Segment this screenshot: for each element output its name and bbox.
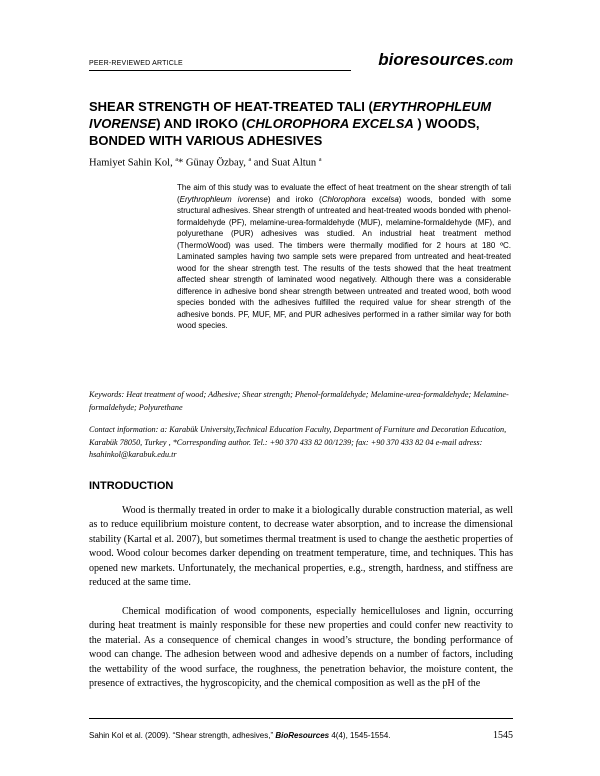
body-paragraph: Wood is thermally treated in order to make it a biologically durable construction material, as well as to reduce equilibrium moisture content, to decrease water absorption, and to increase the dimensional stability (Kartal et al. 2007), but sometimes thermal treatment is used to change the aesthetic properties of wood. Wood colour becomes darker depending on treatment temperature, time, and techniques. This has opened new markets. Unfortunately, the mechanical properties, e.g., strength, hardness, and stiffness are reduced at the same time.	[89, 505, 513, 589]
page-number: 1545	[493, 730, 513, 741]
footer-rule	[89, 718, 513, 719]
abstract-text: ) woods, bonded with some structural adhesives. Shear strength of untreated and heat-treated woods bonded with phenol-formaldehyde (PF), melamine-urea-formaldehyde (MUF), melamine-formaldehyde (MF), and polyurethane (PUR) adhesives was studied. An industrial heat treatment method (ThermoWood) was used. The timbers were thermally modified for 2 hours at 180 ºC. Laminated samples having two sample sets were prepared from untreated and heat-treated wood for the shear strength test. The results of the tests showed that the heat treatment affected shear strength of laminated wood negatively. Although there was a considerable difference in adhesive bond shear strength between untreated and treated wood, both wood species bonded with the adhesives fulfilled the required value for shear strength of the adhesive bonds. PF, MUF, MF, and PUR adhesives performed in a rather similar way for both wood species.	[177, 194, 512, 330]
abstract-text: The aim of this study was to evaluate the effect of heat treatment on the shear strength of tali (	[177, 183, 511, 204]
journal-brand-suffix: .com	[484, 54, 513, 68]
journal-name: BioResources	[275, 731, 330, 740]
affiliation-mark: a	[318, 157, 322, 163]
abstract-text: ) and iroko (	[267, 194, 322, 204]
author-name: * Günay Özbay,	[178, 157, 249, 169]
affiliation-mark: a	[248, 157, 252, 163]
abstract	[177, 182, 511, 332]
article-type-label: PEER-REVIEWED ARTICLE	[89, 60, 183, 67]
citation-text: 4(4), 1545-1554.	[329, 731, 391, 740]
keywords: Keywords: Heat treatment of wood; Adhesive; Shear strength; Phenol-formaldehyde; Melamine-urea-formaldehyde; Melamine-formaldehyde; Polyurethane	[89, 390, 509, 412]
article-title	[89, 98, 513, 149]
section-heading-introduction: INTRODUCTION	[89, 480, 174, 492]
journal-brand[interactable]	[378, 50, 513, 70]
header-rule	[89, 70, 351, 71]
title-part: ) AND IROKO (	[156, 116, 246, 131]
author-name: and Suat Altun	[251, 157, 319, 169]
citation-text: Sahin Kol et al. (2009). “Shear strength, adhesives,”	[89, 731, 276, 740]
title-part: SHEAR STRENGTH OF HEAT-TREATED TALI (	[89, 99, 373, 114]
affiliation-mark: a	[175, 157, 178, 163]
abstract-species: Chlorophora excelsa	[321, 194, 399, 204]
page-footer	[89, 730, 513, 744]
page-header	[89, 48, 513, 74]
title-species-2: CHLOROPHORA EXCELSA	[245, 116, 414, 131]
body-paragraph: Chemical modification of wood components, especially hemicelluloses and lignin, occurring during heat treatment is mainly responsible for these new properties and could confer new reactivity to the material. As a consequence of chemical changes in wood’s structure, the bonding performance of wood can change. The adhesion between wood and adhesive depends on a number of factors, including the wettability of the wood surface, the roughness, the penetration behavior, the moisture content, the presence of extractives, the hygroscopicity, and the chemical composition as well as the pH of the	[89, 606, 513, 690]
abstract-species: Erythrophleum ivorense	[179, 194, 268, 204]
contact-information: Contact information: a: Karabük University,Technical Education Faculty, Department of Furniture and Decoration Education, Karabük 78050, Turkey , *Corresponding author. Tel.: +90 370 433 82 00/1239; fax: +90 370 433 82 04 e-mail adress: hsahinkol@karabuk.edu.tr	[89, 425, 507, 459]
title-species-1: ERYTHROPHLEUM IVORENSE	[89, 99, 492, 131]
title-part: ) WOODS, BONDED WITH VARIOUS ADHESIVES	[89, 116, 480, 148]
citation	[89, 731, 391, 740]
author-list	[89, 157, 321, 169]
author-name: Hamiyet Sahin Kol,	[89, 157, 176, 169]
journal-brand-name: bioresources	[378, 50, 485, 69]
